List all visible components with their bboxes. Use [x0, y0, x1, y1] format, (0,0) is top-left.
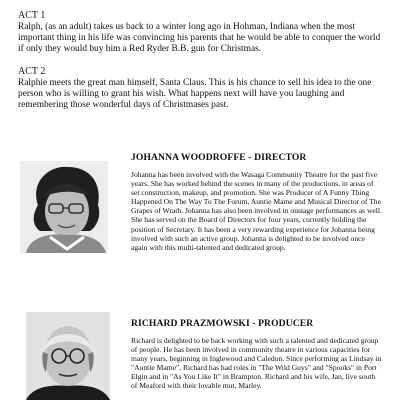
director-portrait-photo	[20, 161, 108, 253]
act-1-synopsis	[18, 10, 386, 55]
portrait-illustration	[26, 312, 110, 400]
producer-bio	[131, 318, 383, 391]
producer-portrait-photo	[26, 312, 110, 400]
act-description: Ralph, (as an adult) takes us back to a winter long ago in Hohman, Indiana when the most important thing in his life was convincing his parents that he would be able to conquer the world if only they would buy him a Red Ryder B.B. gun for Christmas.	[18, 22, 381, 54]
act-heading: ACT 1	[18, 10, 46, 21]
bio-text: Johanna has been involved with the Wasaga Community Theatre for the past five years. She has worked behind the scenes in many of the productions, in areas of set construction, makeup, and promotion. She was Producer of A Funny Thing Happened On The Way To The Forum, Auntie Mame and Musical Director of The Grapes of Wrath. Johanna has also been involved in onstage performances as well. She has served on the Board of Directors for four years, currently holding the position of Secretary. It has been a very rewarding experience for Johanna being involved with such an active group. Johanna is delighted to be involved once again with this multi-talented and dedicated group.	[131, 170, 382, 252]
portrait-illustration	[20, 161, 108, 253]
act-2-synopsis	[18, 66, 386, 111]
director-bio	[131, 152, 383, 252]
act-description: Ralphie meets the great man himself, Santa Claus. This is his chance to sell his idea to the one person who is willing to grant his wish. What happens next will have you laughing and remembering those wonderful days of Christmases past.	[18, 78, 372, 110]
bio-name-heading: JOHANNA WOODROFFE - DIRECTOR	[131, 152, 307, 163]
bio-text: Richard is delighted to be back working with such a talented and dedicated group of people. He has been involved in community theatre in various capacities for many years, beginning in Inglewood and Caledon. Since performing as Lindsay in "Auntie Mame", Richard has had roles in "The Wild Guys" and "Spooks" in Port Elgin and in "As You Like It" in Brampton. Richard and his wife, Jan, live south of Meaford with their lovable mut, Marley.	[131, 336, 382, 391]
act-heading: ACT 2	[18, 66, 46, 77]
bio-name-heading: RICHARD PRAZMOWSKI - PRODUCER	[131, 318, 314, 329]
